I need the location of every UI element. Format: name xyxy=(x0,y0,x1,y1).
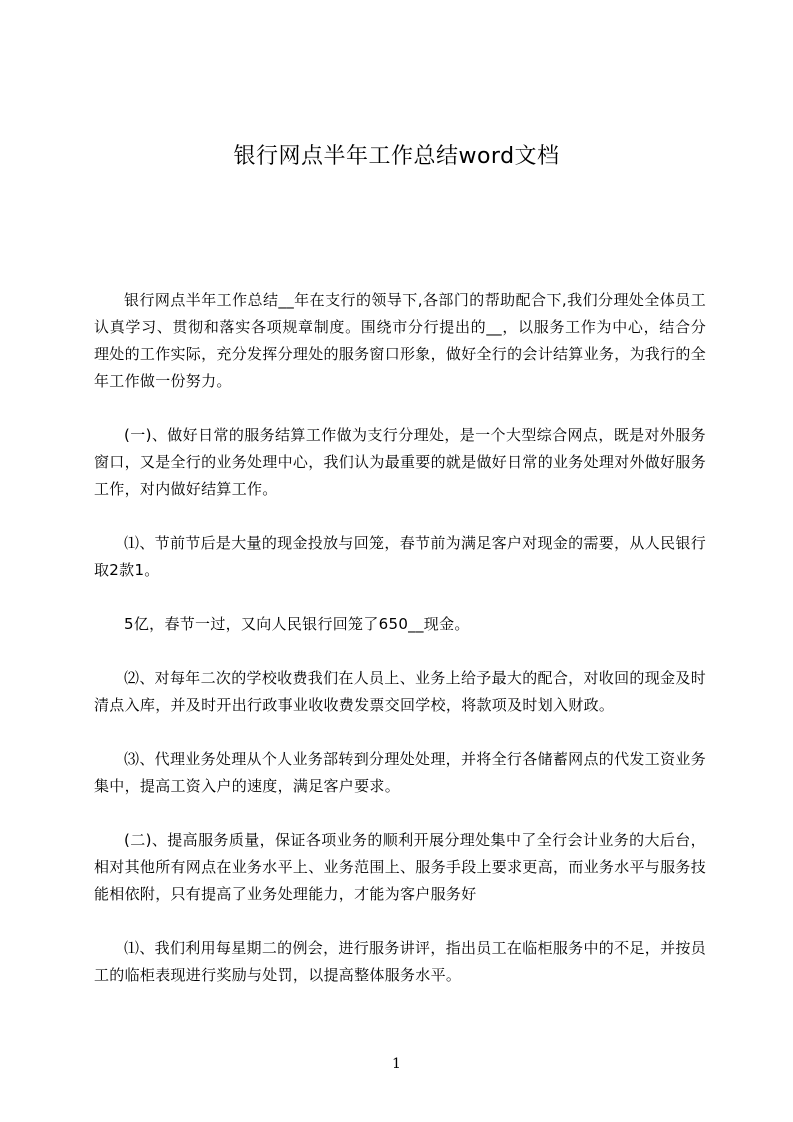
paragraph-section-2: (二)、提高服务质量，保证各项业务的顺利开展分理处集中了全行会计业务的大后台，相对其他所有网点在业务水平上、业务范围上、服务手段上要求更高，而业务水平与服务技能相依附，只有提高了业务处理能力，才能为客户服务好 xyxy=(94,831,707,903)
page-number: 1 xyxy=(392,1056,401,1072)
paragraph-item-3: ⑶、代理业务处理从个人业务部转到分理处处理，并将全行各储蓄网点的代发工资业务集中，提高工资入户的速度，满足客户要求。 xyxy=(94,750,706,795)
paragraph-intro: 银行网点半年工作总结__年在支行的领导下,各部门的帮助配合下,我们分理处全体员工认真学习、贯彻和落实各项规章制度。围绕市分行提出的__，以服务工作为中心，结合分理处的工作实际，充分发挥分理处的服务窗口形象，做好全行的会计结算业务，为我行的全年工作做一份努力。 xyxy=(94,291,707,390)
paragraph-item-2: ⑵、对每年二次的学校收费我们在人员上、业务上给予最大的配合，对收回的现金及时清点入库，并及时开出行政事业收收费发票交回学校，将款项及时划入财政。 xyxy=(94,669,706,714)
paragraph-section-1: (一)、做好日常的服务结算工作做为支行分理处，是一个大型综合网点，既是对外服务窗口，又是全行的业务处理中心，我们认为最重要的就是做好日常的业务处理对外做好服务工作，对内做好结算工作。 xyxy=(94,426,707,498)
document-body xyxy=(94,287,706,1016)
paragraph-item-1: ⑴、节前节后是大量的现金投放与回笼，春节前为满足客户对现金的需要，从人民银行取2款1。 xyxy=(94,534,706,579)
document-title: 银行网点半年工作总结word文档 xyxy=(233,144,560,169)
paragraph-item-1-cont: 5亿，春节一过，又向人民银行回笼了650__现金。 xyxy=(124,615,470,633)
paragraph-section-2-item-1: ⑴、我们利用每星期二的例会，进行服务讲评，指出员工在临柜服务中的不足，并按员工的临柜表现进行奖励与处罚，以提高整体服务水平。 xyxy=(94,939,706,984)
